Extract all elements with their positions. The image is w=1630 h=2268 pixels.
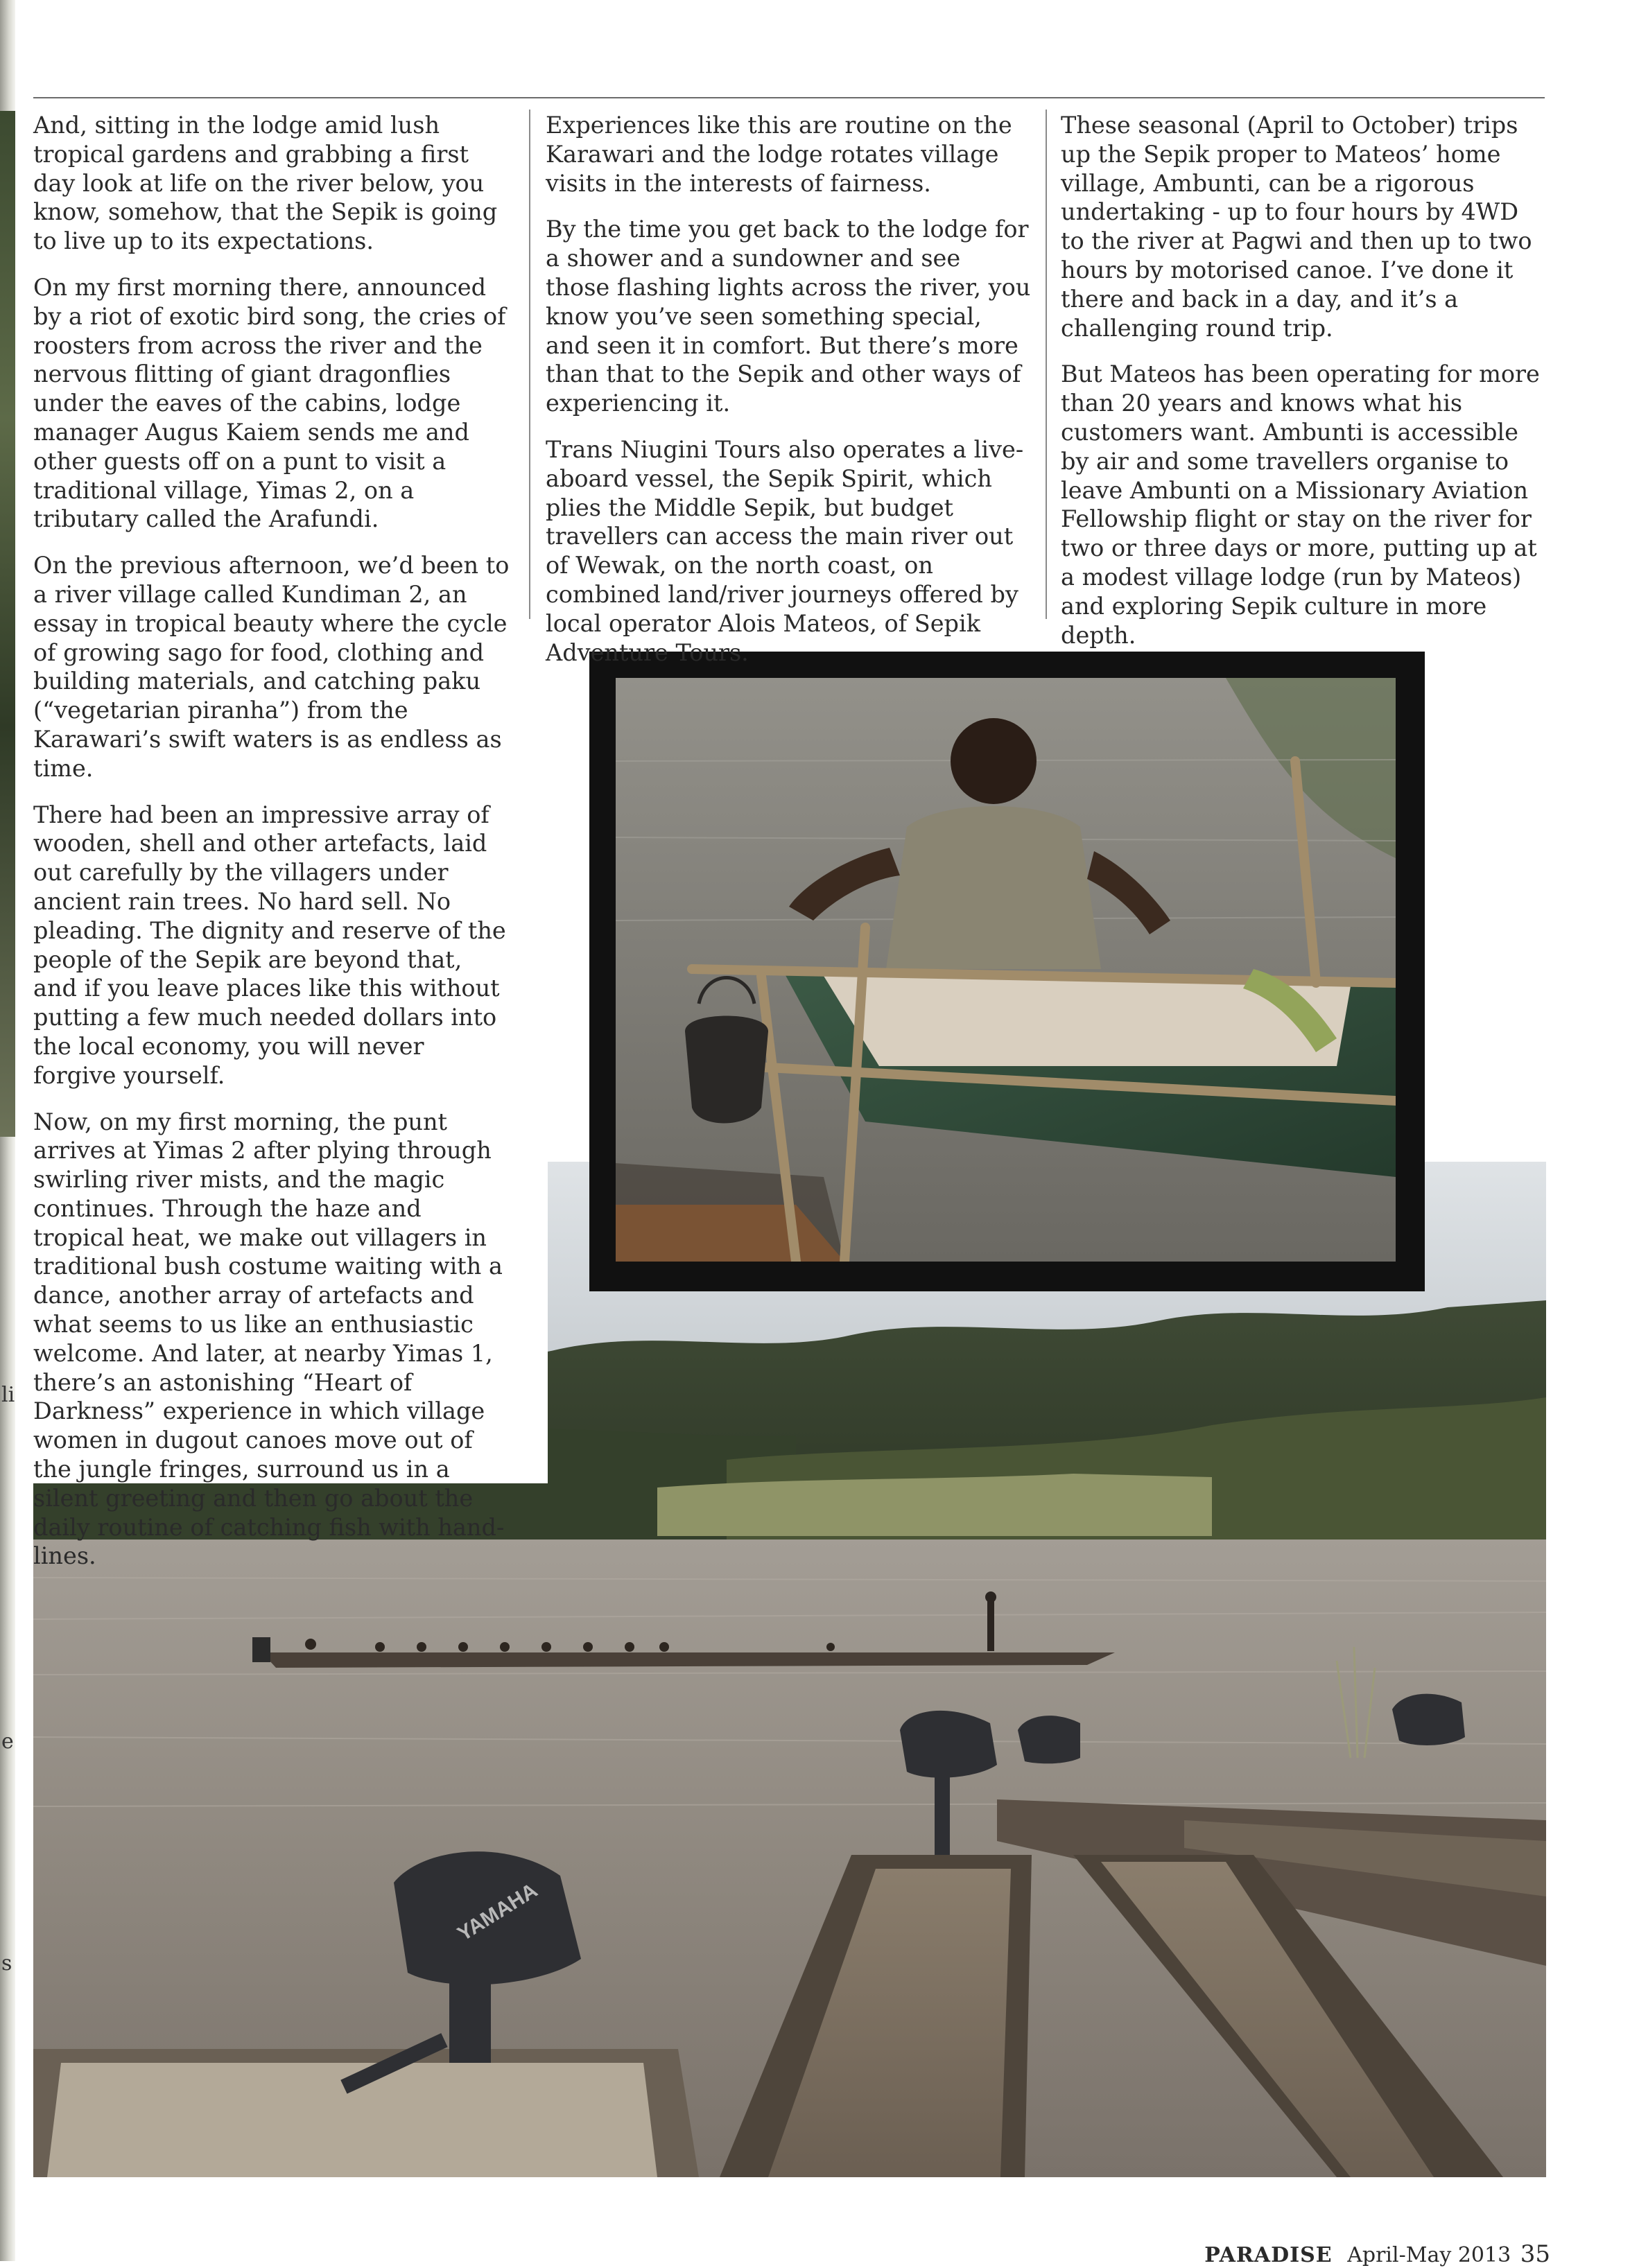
page-number: 35 [1520, 2240, 1550, 2268]
paragraph: Experiences like this are routine on the Karawari and the lodge rotates village visits in the interests of fairness. [546, 112, 1012, 197]
paragraph: On the previous afternoon, we’d been to a river village called Kundiman 2, an essay in tropical beauty where the cycle of growing sago for food, clothing and building materials, and catching paku (“vegetarian piranha”) from the Karawari’s swift waters is as endless as time. [33, 552, 510, 782]
column-divider [1046, 110, 1047, 619]
issue-date: April-May 2013 [1347, 2243, 1511, 2267]
gutter-letter: e [1, 1729, 14, 1754]
gutter-letter: s [1, 1951, 12, 1975]
sago-processing-photo [616, 678, 1396, 1262]
article-column-2 [546, 111, 1031, 684]
page-folio [1204, 2240, 1550, 2268]
paragraph: But Mateos has been operating for more than 20 years and knows what his customers want. Ambunti is accessible by air and some travellers organise to leave Ambunti on a Missionary Aviation Fellowship flight or stay on the river for two or three days or more, putting up at a modest village lodge (run by Mateos) and exploring Sepik culture in more depth. [1061, 360, 1540, 649]
column-divider [529, 110, 530, 619]
inset-photo-frame [589, 652, 1425, 1291]
gutter-letter: li [1, 1383, 15, 1407]
magazine-name: PARADISE [1204, 2243, 1333, 2267]
paragraph: And, sitting in the lodge amid lush tropical gardens and grabbing a first day look at life on the river below, you know, somehow, that the Sepik is going to live up to its expectations. [33, 112, 498, 255]
facing-page-edge [0, 0, 15, 2261]
paragraph: On my first morning there, announced by a riot of exotic bird song, the cries of roosters from across the river and the nervous flitting of giant dragonflies under the eaves of the cabins, lodge manager Augus Kaiem sends me and other guests off on a punt to visit a traditional village, Yimas 2, on a tributary called the Arafundi. [33, 273, 506, 533]
paragraph: Now, on my first morning, the punt arrives at Yimas 2 after plying through swirling river mists, and the magic continues. Through the haze and tropical heat, we make out villagers in traditional bush costume waiting with a dance, another array of artefacts and what seems to us like an enthusiastic welcome. And later, at nearby Yimas 1, there’s an astonishing “Heart of Darkness” experience in which village women in dugout canoes move out of the jungle fringes, surround us in a silent greeting and then go about the daily routine of catching fish with hand-lines. [33, 1108, 505, 1570]
paragraph: Trans Niugini Tours also operates a live-aboard vessel, the Sepik Spirit, which plies the Middle Sepik, but budget travellers can access the main river out of Wewak, on the north coast, on combined land/river journeys offered by local operator Alois Mateos, of Sepik Adventure Tours. [546, 435, 1024, 666]
facing-page-photo-edge [0, 111, 15, 1137]
paragraph: These seasonal (April to October) trips up the Sepik proper to Mateos’ home village, Ambunti, can be a rigorous undertaking - up to four hours by 4WD to the river at Pagwi and then up to two hours by motorised canoe. I’ve done it there and back in a day, and it’s a challenging round trip. [1061, 112, 1532, 342]
paragraph: There had been an impressive array of wooden, shell and other artefacts, laid out carefully by the villagers under ancient rain trees. No hard sell. No pleading. The dignity and reserve of the people of the Sepik are beyond that, and if you leave places like this without putting a few much needed dollars into the local economy, you will never forgive yourself. [33, 801, 506, 1089]
header-rule [33, 97, 1545, 98]
paragraph: By the time you get back to the lodge for a shower and a sundowner and see those flashing lights across the river, you know you’ve seen something special, and seen it in comfort. But there’s more than that to the Sepik and other ways of experiencing it. [546, 216, 1031, 417]
article-column-3 [1061, 111, 1546, 667]
outboard-brand-label: YAMAHA [453, 1878, 542, 1946]
sago-scene-illustration [616, 678, 1396, 1262]
article-column-1 [33, 111, 512, 1588]
